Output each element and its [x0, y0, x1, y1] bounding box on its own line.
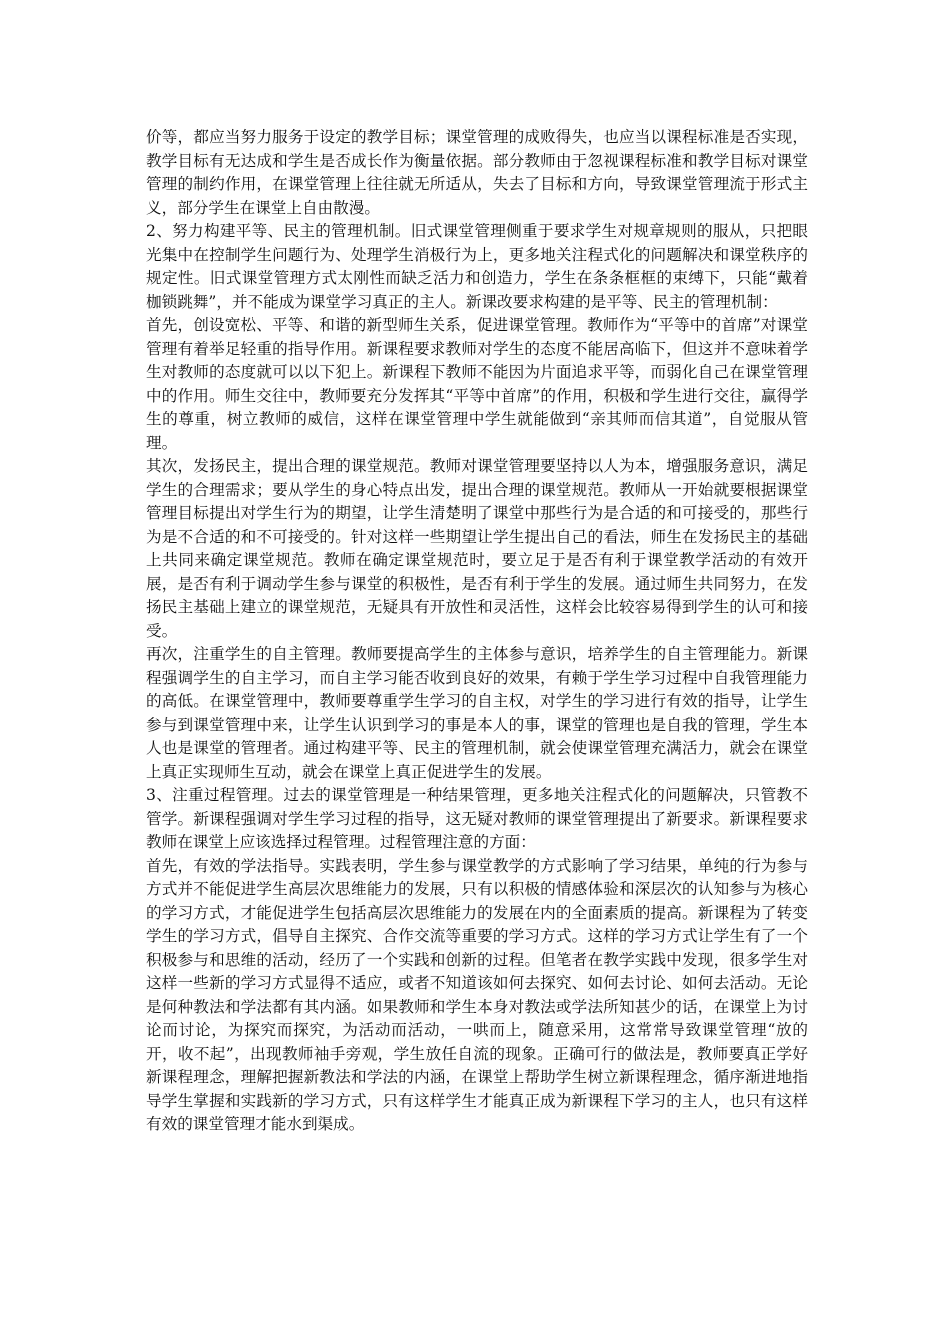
paragraph: 首先，有效的学法指导。实践表明，学生参与课堂教学的方式影响了学习结果，单纯的行为参与方式并不能促进学生高层次思维能力的发展，只有以积极的情感体验和深层次的认知参与为核心的学习方式，才能促进学生包括高层次思维能力的发展在内的全面素质的提高。新课程为了转变学生的学习方式，倡导自主探究、合作交流等重要的学习方式。这样的学习方式让学生有了一个积极参与和思维的活动，经历了一个实践和创新的过程。但笔者在教学实践中发现，很多学生对这样一些新的学习方式显得不适应，或者不知道该如何去探究、如何去讨论、如何去活动。无论是何种教法和学法都有其内涵。如果教师和学生本身对教法或学法所知甚少的话，在课堂上为讨论而讨论，为探究而探究，为活动而活动，一哄而上，随意采用，这常常导致课堂管理“放的开，收不起”，出现教师袖手旁观，学生放任自流的现象。正确可行的做法是，教师要真正学好新课程理念，理解把握新教法和学法的内涵，在课堂上帮助学生树立新课程理念，循序渐进地指导学生掌握和实践新的学习方式，只有这样学生才能真正成为新课程下学习的主人，也只有这样有效的课堂管理才能水到渠成。	[146, 856, 808, 1133]
paragraph: 首先，创设宽松、平等、和谐的新型师生关系，促进课堂管理。教师作为“平等中的首席”对课堂管理有着举足轻重的指导作用。新课程要求教师对学生的态度不能居高临下，但这并不意味着学生对教师的态度就可以以下犯上。新课程下教师不能因为片面追求平等，而弱化自己在课堂管理中的作用。师生交往中，教师要充分发挥其“平等中首席”的作用，积极和学生进行交往，赢得学生的尊重，树立教师的威信，这样在课堂管理中学生就能做到“亲其师而信其道”，自觉服从管理。	[146, 316, 808, 452]
paragraph: 价等，都应当努力服务于设定的教学目标；课堂管理的成败得失，也应当以课程标准是否实现，教学目标有无达成和学生是否成长作为衡量依据。部分教师由于忽视课程标准和教学目标对课堂管理的制约作用，在课堂管理上往往就无所适从，失去了目标和方向，导致课堂管理流于形式主义，部分学生在课堂上自由散漫。	[146, 128, 808, 217]
paragraph: 2、努力构建平等、民主的管理机制。旧式课堂管理侧重于要求学生对规章规则的服从，只把眼光集中在控制学生问题行为、处理学生消极行为上，更多地关注程式化的问题解决和课堂秩序的规定性。旧式课堂管理方式太刚性而缺乏活力和创造力，学生在条条框框的束缚下，只能“戴着枷锁跳舞”，并不能成为课堂学习真正的主人。新课改要求构建的是平等、民主的管理机制：	[146, 222, 808, 311]
paragraph: 3、注重过程管理。过去的课堂管理是一种结果管理，更多地关注程式化的问题解决，只管教不管学。新课程强调对学生学习过程的指导，这无疑对教师的课堂管理提出了新要求。新课程要求教师在课堂上应该选择过程管理。过程管理注意的方面：	[146, 786, 808, 851]
document-body	[146, 126, 808, 1137]
paragraph: 其次，发扬民主，提出合理的课堂规范。教师对课堂管理要坚持以人为本，增强服务意识，满足学生的合理需求；要从学生的身心特点出发，提出合理的课堂规范。教师从一开始就要根据课堂管理目标提出对学生行为的期望，让学生清楚明了课堂中那些行为是合适的和可接受的，那些行为是不合适的和不可接受的。针对这样一些期望让学生提出自己的看法，师生在发扬民主的基础上共同来确定课堂规范。教师在确定课堂规范时，要立足于是否有利于课堂教学活动的有效开展，是否有利于调动学生参与课堂的积极性，是否有利于学生的发展。通过师生共同努力，在发扬民主基础上建立的课堂规范，无疑具有开放性和灵活性，这样会比较容易得到学生的认可和接受。	[146, 457, 808, 640]
paragraph: 再次，注重学生的自主管理。教师要提高学生的主体参与意识，培养学生的自主管理能力。新课程强调学生的自主学习，而自主学习能否收到良好的效果，有赖于学生学习过程中自我管理能力的高低。在课堂管理中，教师要尊重学生学习的自主权，对学生的学习进行有效的指导，让学生参与到课堂管理中来，让学生认识到学习的事是本人的事，课堂的管理也是自我的管理，学生本人也是课堂的管理者。通过构建平等、民主的管理机制，就会使课堂管理充满活力，就会在课堂上真正实现师生互动，就会在课堂上真正促进学生的发展。	[146, 645, 808, 781]
